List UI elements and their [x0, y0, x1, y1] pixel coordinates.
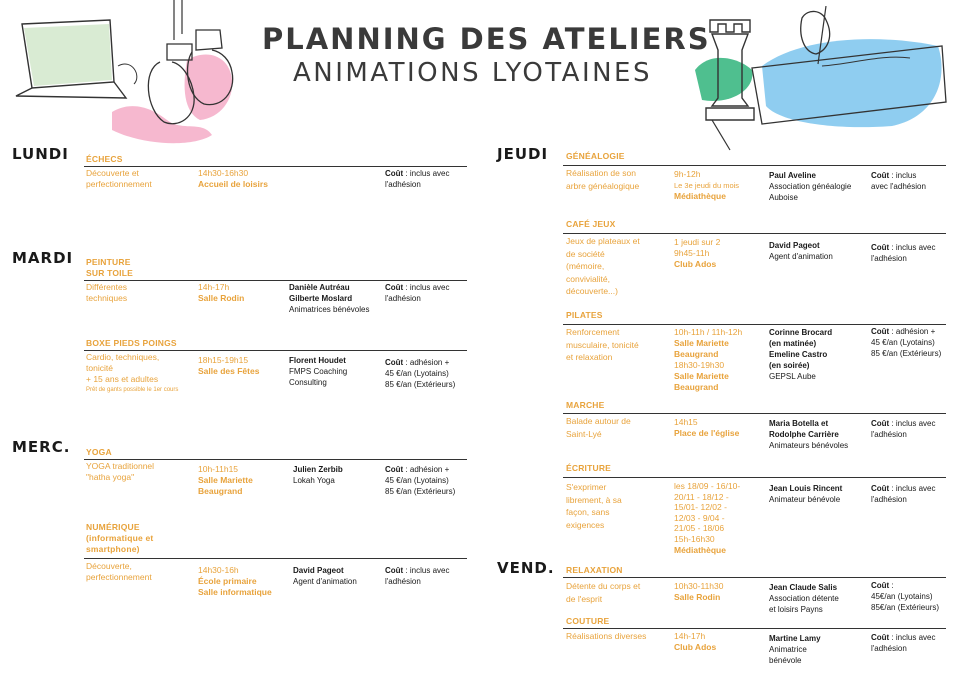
section-title: YOGA — [86, 447, 112, 457]
workshop-place: Accueil de loisirs — [198, 179, 268, 189]
workshop-description: Réalisations diverses — [566, 631, 647, 641]
section-title: NUMÉRIQUE (informatique et smartphone) — [86, 522, 154, 554]
workshop-place: Salle des Fêtes — [198, 366, 260, 376]
workshop-host: David Pageot Agent d'animation — [769, 241, 833, 261]
workshop-host: Martine Lamy Animatrice bénévole — [769, 634, 821, 665]
divider — [563, 577, 946, 578]
divider — [563, 628, 946, 629]
workshop-host: David Pageot Agent d'animation — [293, 566, 357, 586]
page-title: PLANNING DES ATELIERS — [262, 22, 711, 56]
workshop-host: Florent Houdet FMPS Coaching Consulting — [289, 356, 348, 387]
writing-hand-illustration — [742, 6, 952, 131]
workshop-place: Salle Mariette Beaugrand — [674, 338, 729, 359]
workshop-host: Jean Louis Rincent Animateur bénévole — [769, 484, 843, 504]
divider — [563, 233, 946, 234]
day-label-vend: VEND. — [497, 559, 555, 577]
workshop-place: École primaire Salle informatique — [198, 576, 272, 597]
section-title: PILATES — [566, 310, 603, 320]
workshop-place: Club Ados — [674, 259, 717, 269]
divider — [563, 165, 946, 166]
workshop-dates: les 18/09 - 16/10- 20/11 - 18/12 - 15/01- 12/02 - 12/03 - 9/04 - 21/05 - 18/06 — [674, 481, 741, 533]
workshop-host: Danièle Autréau Gilberte Moslard Animatrices bénévoles — [289, 283, 370, 314]
workshop-time: 14h30-16h — [198, 565, 239, 575]
workshop-time: 10h30-11h30 — [674, 581, 724, 591]
workshop-cost: Coût : inclus avec l'adhésion — [871, 633, 936, 653]
workshop-description: Découverte, perfectionnement — [86, 561, 152, 582]
workshop-cost: Coût : adhésion + 45 €/an (Lyotains) 85 €/an (Extérieurs) — [385, 358, 456, 389]
workshop-place: Médiathèque — [674, 191, 726, 201]
workshop-host: Jean Claude Salis Association détente et loisirs Payns — [769, 583, 839, 614]
divider — [84, 280, 467, 281]
workshop-time: 10h-11h15 — [198, 464, 239, 474]
workshop-time: 18h30-19h30 — [674, 360, 725, 370]
workshop-cost: Coût : inclus avec l'adhésion — [385, 283, 450, 303]
workshop-place: Médiathèque — [674, 545, 726, 555]
workshop-place: Place de l'église — [674, 428, 740, 438]
workshop-description: Différentes techniques — [86, 282, 128, 303]
boxing-gloves-illustration — [112, 0, 242, 150]
section-title: RELAXATION — [566, 565, 623, 575]
workshop-description: Détente du corps et de l'esprit — [566, 581, 641, 604]
workshop-cost: Coût : inclus avec l'adhésion — [385, 566, 450, 586]
day-label-jeudi: JEUDI — [497, 145, 549, 163]
workshop-description: Balade autour de Saint-Lyé — [566, 416, 631, 439]
day-label-lundi: LUNDI — [12, 145, 69, 163]
divider — [84, 459, 467, 460]
divider — [563, 477, 946, 478]
workshop-time: 15h-16h30 — [674, 534, 715, 544]
workshop-description: Découverte et perfectionnement — [86, 168, 152, 189]
workshop-place: Salle Rodin — [198, 293, 245, 303]
workshop-description: Réalisation de son arbre généalogique — [566, 168, 640, 191]
section-title: CAFÉ JEUX — [566, 219, 616, 229]
workshop-place: Salle Mariette Beaugrand — [198, 475, 253, 496]
workshop-description: S'exprimer librement, à sa façon, sans exigences — [566, 482, 622, 530]
workshop-time: 14h-17h — [198, 282, 230, 292]
workshop-cost: Coût : inclus avec l'adhésion — [871, 171, 926, 191]
section-title: PEINTURE SUR TOILE — [86, 257, 133, 278]
workshop-cost: Coût : adhésion + 45 €/an (Lyotains) 85 €/an (Extérieurs) — [871, 327, 942, 358]
workshop-host: Maria Botella et Rodolphe Carrière Animateurs bénévoles — [769, 419, 849, 450]
page-subtitle: ANIMATIONS LYOTAINES — [293, 58, 652, 88]
section-title: GÉNÉALOGIE — [566, 151, 625, 161]
workshop-time: 14h30-16h30 — [198, 168, 249, 178]
workshop-time: 9h-12h Le 3e jeudi du mois — [674, 169, 740, 190]
workshop-description: YOGA traditionnel "hatha yoga" — [86, 461, 155, 482]
section-title: BOXE PIEDS POINGS — [86, 338, 177, 348]
workshop-time: 18h15-19h15 — [198, 355, 249, 365]
workshop-place: Club Ados — [674, 642, 717, 652]
section-title: ÉCHECS — [86, 154, 123, 164]
workshop-time: 10h-11h / 11h-12h — [674, 327, 743, 337]
workshop-cost: Coût : inclus avec l'adhésion — [871, 484, 936, 504]
workshop-time: 14h15 — [674, 417, 698, 427]
workshop-description: Jeux de plateaux et de société (mémoire, convivialité, découverte...) — [566, 236, 640, 296]
divider — [563, 324, 946, 325]
workshop-note: Prêt de gants possible le 1er cours — [86, 387, 179, 393]
section-title: MARCHE — [566, 400, 605, 410]
section-title: ÉCRITURE — [566, 463, 612, 473]
workshop-time: 1 jeudi sur 2 9h45-11h — [674, 237, 721, 258]
workshop-place: Salle Rodin — [674, 592, 721, 602]
workshop-host: Paul Aveline Association généalogie Auboise — [769, 171, 852, 202]
workshop-time: 14h-17h — [674, 631, 706, 641]
divider — [84, 166, 467, 167]
workshop-cost: Coût : adhésion + 45 €/an (Lyotains) 85 €/an (Extérieurs) — [385, 465, 456, 496]
divider — [563, 413, 946, 414]
workshop-cost: Coût : 45€/an (Lyotains) 85€/an (Extérieurs) — [871, 581, 940, 612]
workshop-cost: Coût : inclus avec l'adhésion — [385, 169, 450, 189]
divider — [84, 558, 467, 559]
workshop-place: Salle Mariette Beaugrand — [674, 371, 729, 392]
workshop-host: Julien Zerbib Lokah Yoga — [293, 465, 343, 485]
workshop-description: Cardio, techniques, tonicité + 15 ans et adultes Prêt de gants possible le 1er cours — [86, 352, 178, 396]
day-label-merc: MERC. — [12, 438, 71, 456]
workshop-description: Renforcement musculaire, tonicité et relaxation — [566, 327, 639, 362]
workshop-cost: Coût : inclus avec l'adhésion — [871, 243, 936, 263]
day-label-mardi: MARDI — [12, 249, 74, 267]
section-title: COUTURE — [566, 616, 610, 626]
workshop-cost: Coût : inclus avec l'adhésion — [871, 419, 936, 439]
workshop-host: Corinne Brocard (en matinée) Emeline Castro (en soirée) GEPSL Aube — [769, 328, 833, 381]
divider — [84, 350, 467, 351]
